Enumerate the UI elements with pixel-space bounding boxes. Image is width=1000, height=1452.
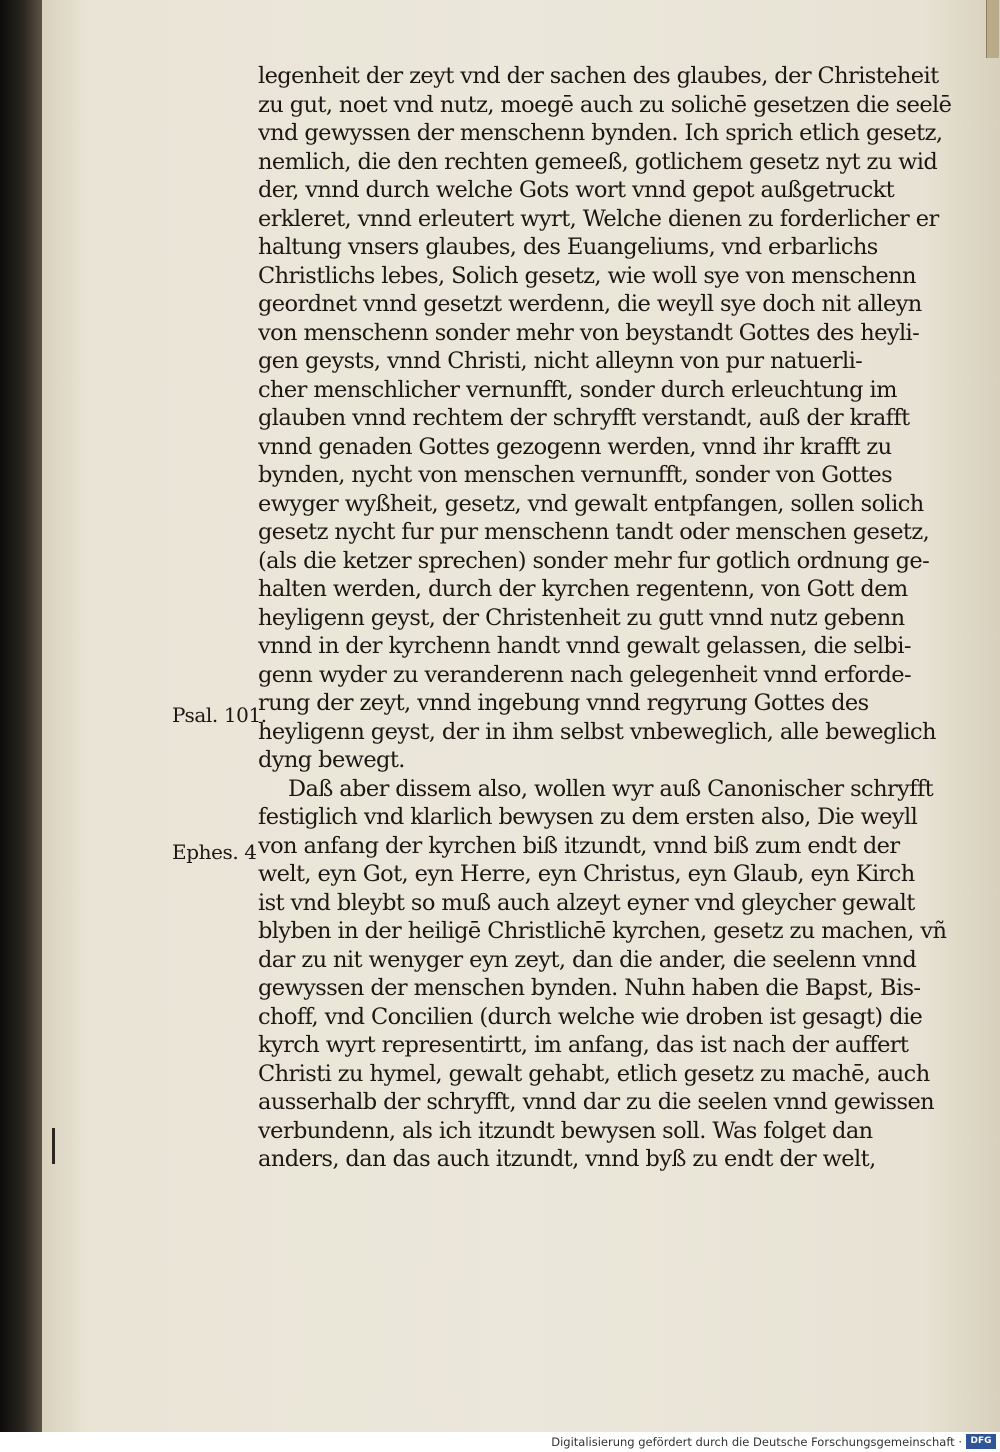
text-line: gen geysts, vnnd Christi, nicht alleynn von pur natuerli-: [258, 348, 863, 374]
text-line: verbundenn, als ich itzundt bewysen soll. Was folget dan: [258, 1117, 873, 1144]
text-line: von anfang der kyrchen biß itzundt, vnnd biß zum endt der: [258, 832, 900, 859]
text-line: ausserhalb der schryfft, vnnd dar zu die seelen vnnd gewissen: [258, 1089, 935, 1115]
text-line: vnd gewyssen der menschenn bynden. Ich sprich etlich gesetz,: [258, 120, 943, 146]
text-line: dar zu nit wenyger eyn zeyt, dan die ander, die seelenn vnnd: [258, 946, 917, 973]
text-line: Christi zu hymel, gewalt gehabt, etlich gesetz zu machē, auch: [258, 1060, 930, 1087]
text-line: (als die ketzer sprechen) sonder mehr fur gotlich ordnung ge-: [258, 547, 930, 574]
text-line: Daß aber dissem also, wollen wyr auß Canonischer schryfft: [288, 775, 934, 802]
text-line: heyligenn geyst, der Christenheit zu gutt vnnd nutz gebenn: [258, 604, 905, 631]
text-line: zu gut, noet vnd nutz, moegē auch zu solichē gesetzen die seelē: [258, 91, 952, 118]
text-line: glauben vnnd rechtem der schryfft verstandt, auß der krafft: [258, 405, 910, 431]
text-line: vnnd in der kyrchenn handt vnnd gewalt gelassen, die selbi-: [258, 633, 911, 659]
text-line: erkleret, vnnd erleutert wyrt, Welche dienen zu forderlicher er: [258, 205, 939, 232]
page-edge-tab: [986, 0, 999, 58]
text-line: choff, vnd Concilien (durch welche wie droben ist gesagt) die: [258, 1003, 923, 1030]
margin-note-ephesians: Ephes. 4: [172, 840, 257, 864]
text-line: der, vnnd durch welche Gots wort vnnd gepot außgetruckt: [258, 177, 895, 203]
text-line: haltung vnsers glaubes, des Euangeliums, vnd erbarlichs: [258, 234, 878, 260]
text-line: gewyssen der menschen bynden. Nuhn haben die Bapst, Bis-: [258, 975, 921, 1001]
text-line: anders, dan das auch itzundt, vnnd byß zu endt der welt,: [258, 1146, 876, 1172]
funding-credit: Digitalisierung gefördert durch die Deutsche Forschungsgemeinschaft ·: [551, 1435, 962, 1449]
text-line: Christlichs lebes, Solich gesetz, wie woll sye von menschenn: [258, 262, 916, 289]
text-line: genn wyder zu veranderenn nach gelegenheit vnnd erforde-: [258, 661, 912, 688]
text-line: festiglich vnd klarlich bewysen zu dem ersten also, Die weyll: [258, 804, 918, 830]
margin-note-psalm: Psal. 101.: [172, 703, 267, 727]
text-line: kyrch wyrt representirtt, im anfang, das ist nach der auffert: [258, 1032, 909, 1058]
text-line: ist vnd bleybt so muß auch alzeyt eyner vnd gleycher gewalt: [258, 889, 915, 916]
text-line: halten werden, durch der kyrchen regentenn, von Gott dem: [258, 576, 908, 602]
text-line: nemlich, die den rechten gemeeß, gotlichem gesetz nyt zu wid: [258, 148, 938, 175]
text-line: cher menschlicher vernunfft, sonder durch erleuchtung im: [258, 376, 897, 403]
text-line: blyben in der heiligē Christlichē kyrchen, gesetz zu machen, vñ: [258, 918, 947, 944]
text-line: dyng bewegt.: [258, 747, 405, 773]
text-line: heyligenn geyst, der in ihm selbst vnbeweglich, alle beweglich: [258, 718, 936, 745]
text-line: bynden, nycht von menschen vernunfft, sonder von Gottes: [258, 462, 893, 488]
body-text: [258, 62, 958, 1174]
dfg-logo: DFG: [966, 1434, 996, 1449]
text-line: von menschenn sonder mehr von beystandt Gottes des heyli-: [258, 319, 920, 346]
book-spine-shadow: [0, 0, 42, 1432]
text-line: gesetz nycht fur pur menschenn tandt oder menschen gesetz,: [258, 519, 930, 545]
text-line: rung der zeyt, vnnd ingebung vnnd regyrung Gottes des: [258, 690, 869, 716]
footer-bar: [0, 1432, 1000, 1452]
text-line: vnnd genaden Gottes gezogenn werden, vnnd ihr krafft zu: [258, 433, 892, 460]
gutter-mark: [52, 1128, 55, 1164]
text-line: welt, eyn Got, eyn Herre, eyn Christus, eyn Glaub, eyn Kirch: [258, 861, 915, 887]
text-line: legenheit der zeyt vnd der sachen des glaubes, der Christeheit: [258, 63, 939, 89]
text-line: ewyger wyßheit, gesetz, vnd gewalt entpfangen, sollen solich: [258, 490, 924, 517]
text-line: geordnet vnnd gesetzt werdenn, die weyll sye doch nit alleyn: [258, 291, 922, 317]
